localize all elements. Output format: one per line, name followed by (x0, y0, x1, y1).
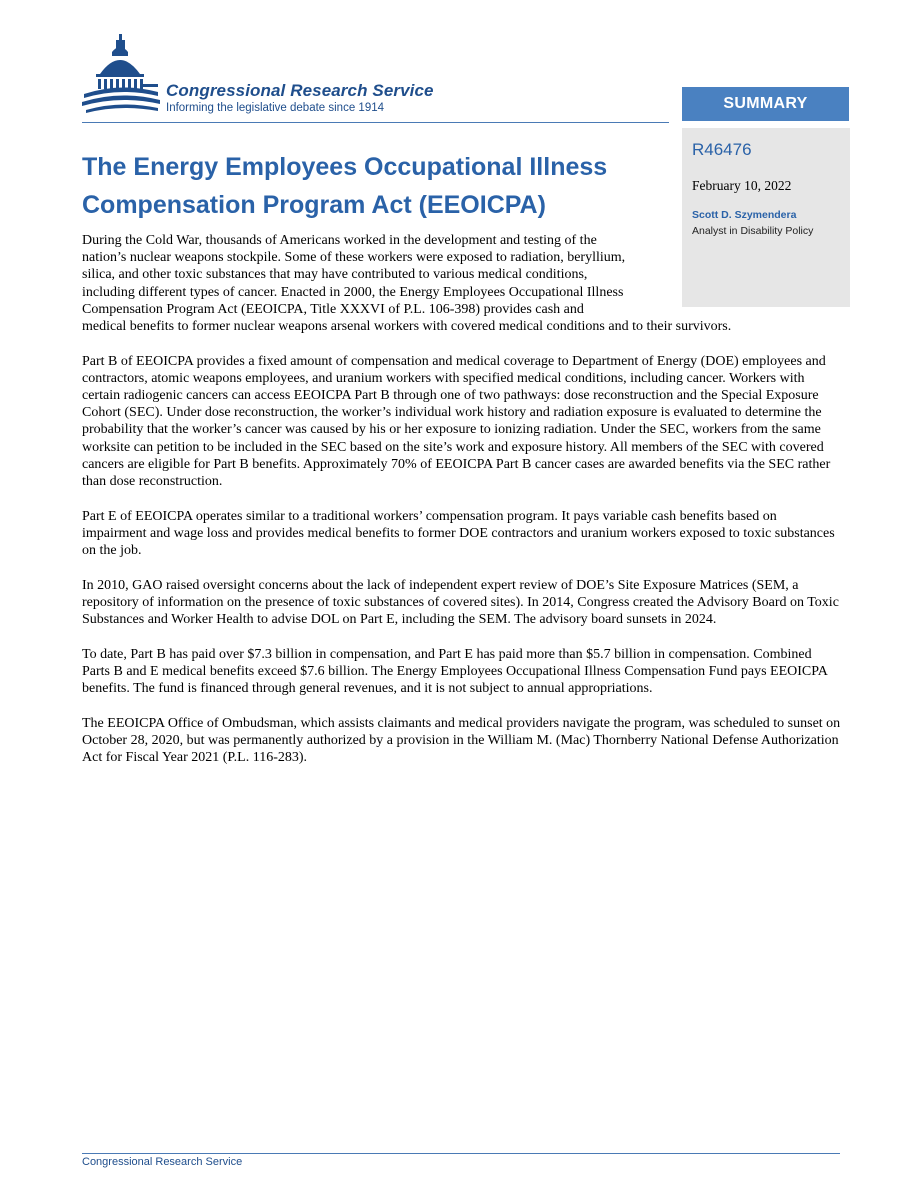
header-divider (82, 122, 669, 123)
report-id: R46476 (692, 140, 752, 159)
author-title: Analyst in Disability Policy (692, 225, 814, 237)
paragraph-part-b: Part B of EEOICPA provides a fixed amount of compensation and medical coverage to Department of Energy (DOE) employees and contractors, atomic weapons employees, and uranium workers with specified medical conditions, including cancer. Workers with certain radiogenic cancers can access EEOICPA Part B through one of two pathways: dose reconstruction and the Special Exposure Cohort (SEC). Under dose reconstruction, the worker’s individual work history and radiation exposure is evaluated to determine the probability that the worker’s cancer was caused by his or her exposure to ionizing radiation. Under the SEC, workers from the same worksite can petition to be included in the SEC based on the site’s work and exposure history. All members of the SEC with covered cancers are eligible for Part B benefits. Approximately 70% of EEOICPA Part B cancer cases are awarded benefits via the SEC rather than dose reconstruction. (82, 353, 831, 490)
paragraph-ombudsman: The EEOICPA Office of Ombudsman, which assists claimants and medical providers navigate the program, was scheduled to sunset on October 28, 2020, but was permanently authorized by a provision in the William M. (Mac) Thornberry National Defense Authorization Act for Fiscal Year 2021 (P.L. 116-283). (82, 715, 841, 766)
page-title: The Energy Employees Occupational Illness Compensation Program Act (EEOICPA) (82, 153, 608, 219)
intro-line: Compensation Program Act (EEOICPA, Title XXXVI of P.L. 106-398) provides cash and (82, 301, 584, 317)
paragraph-payments: To date, Part B has paid over $7.3 billion in compensation, and Part E has paid more than $5.7 billion in compensation. Combined Parts B and E medical benefits exceed $7.6 billion. The Energy Employees Occupational Illness Compensation Fund pays EEOICPA benefits. The fund is financed through general revenues, and it is not subject to annual appropriations. (82, 646, 828, 697)
org-name: Congressional Research Service (166, 81, 434, 100)
intro-paragraph (82, 232, 842, 335)
intro-line: During the Cold War, thousands of Americans worked in the development and testing of the (82, 233, 597, 248)
footer-divider (82, 1153, 840, 1154)
paragraph-oversight: In 2010, GAO raised oversight concerns about the lack of independent expert review of DOE’s Site Exposure Matrices (SEM, a repository of information on the presence of toxic substances of covered sites). In 2014, Congress created the Advisory Board on Toxic Substances and Worker Health to advise DOL on Part E, including the SEM. The advisory board sunsets in 2024. (82, 577, 839, 628)
paragraph-part-e: Part E of EEOICPA operates similar to a traditional workers’ compensation program. It pays variable cash benefits based on impairment and wage loss and provides medical benefits to former DOE contractors and uranium workers exposed to toxic substances on the job. (82, 508, 835, 559)
intro-line: medical benefits to former nuclear weapons arsenal workers with covered medical conditions and to their survivors. (82, 319, 732, 335)
capitol-dome-icon (82, 34, 162, 124)
crs-logo (82, 34, 482, 124)
summary-tab: SUMMARY (682, 87, 849, 121)
summary-body (82, 232, 842, 784)
org-tagline: Informing the legislative debate since 1914 (166, 102, 385, 114)
intro-line: including different types of cancer. Enacted in 2000, the Energy Employees Occupational Illness (82, 284, 624, 300)
author-name: Scott D. Szymendera (692, 209, 797, 221)
footer-text: Congressional Research Service (82, 1156, 243, 1168)
intro-line: nation’s nuclear weapons stockpile. Some of these workers were exposed to radiation, beryllium, (82, 250, 626, 266)
intro-line: silica, and other toxic substances that may have contributed to various medical conditions, (82, 267, 588, 283)
report-date: February 10, 2022 (692, 178, 792, 193)
